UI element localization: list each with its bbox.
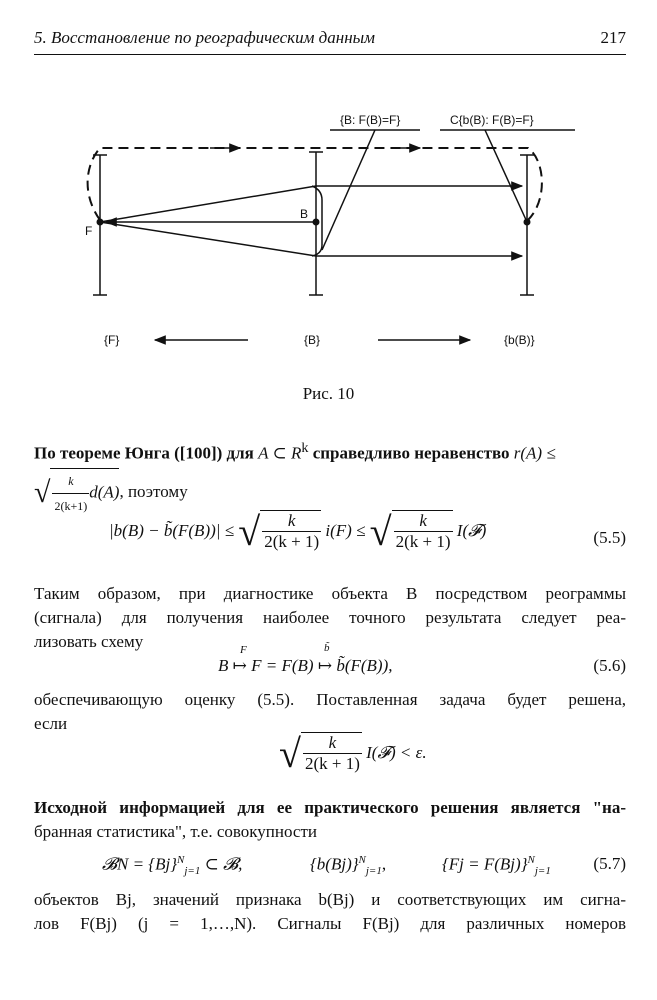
eq56-arrow-label-2: b̃ xyxy=(324,642,330,654)
label-B: B xyxy=(300,207,309,221)
eq56-arrow-label-1: F xyxy=(240,644,247,656)
p1-text-a: По теореме Юнга ([100]) для xyxy=(34,443,259,463)
label-F: F xyxy=(85,224,93,238)
running-header xyxy=(34,28,626,52)
paragraph-4: Исходной информацией для ее практического решения является "на- бранная статистика", т.е. совокупности xyxy=(34,798,626,841)
eq-number-5-5: (5.5) xyxy=(593,528,626,547)
page-number: 217 xyxy=(600,28,626,47)
header-rule xyxy=(34,54,626,55)
equation-5-6: B ↦ F = F(B) ↦ b̃(F(B)), F b̃ (5.6) xyxy=(218,642,626,675)
equation-condition: √ $\frac{k}{2(k + 1)}$ I(𝓕) < ε. xyxy=(279,730,427,776)
equation-5-7: 𝓑N = $\{Bj\}^N_{j=1}$ ⊂ 𝓑, $\{b(Bj)\}^N_{j=1}$, {Fj = F(Bj)}$^N_{j=1}$ (5.7) xyxy=(102,854,626,878)
label-C-set: C{b(B): F(B)=F} xyxy=(450,113,534,127)
eq-number-5-7: (5.7) xyxy=(593,854,626,873)
figure-diagram xyxy=(0,100,657,370)
paragraph-5: объектов Bj, значений признака b(Bj) и соответствующих им сигна- лов F(Bj) (j = 1,…,N). Сигналы F(Bj) для различных номеров xyxy=(34,890,626,933)
paragraph-3: обеспечивающую оценку (5.5). Поставленная задача будет решена, если xyxy=(34,690,626,733)
label-B-set-bottom: {B} xyxy=(304,333,321,347)
p1-r: r(A) ≤ xyxy=(513,443,556,463)
p1-text-c: , поэтому xyxy=(119,481,188,501)
p1-text-b: справедливо неравенство xyxy=(308,443,514,463)
point-F xyxy=(97,219,104,226)
p1-math: A ⊂ R xyxy=(258,443,302,463)
label-bB-set: {b(B)} xyxy=(504,333,535,347)
equation-5-5: |b(B) − b̃(F(B))| ≤ √ $\frac{k}{2(k + 1)}$ i(F) ≤ √ $\frac{k}{2(k + 1)}$ I(𝓕) (5.5) xyxy=(109,508,626,554)
paragraph-1 xyxy=(34,436,626,518)
p1-sup: k xyxy=(301,440,309,456)
p1-sqrt: √ $\frac{k}{2(k+1)}$ d(A) xyxy=(34,468,119,518)
point-B xyxy=(313,219,320,226)
point-bB xyxy=(524,219,531,226)
chapter-title: 5. Восстановление по реографическим данным xyxy=(34,28,376,47)
label-F-set: {F} xyxy=(104,333,120,347)
eq-number-5-6: (5.6) xyxy=(593,656,626,675)
paragraph-2: Таким образом, при диагностике объекта B посредством реограммы (сигнала) для получения наиболее точного результата следует реа- лизовать схему xyxy=(34,584,626,651)
figure-caption: Рис. 10 xyxy=(302,384,355,403)
label-B-set: {B: F(B)=F} xyxy=(340,113,401,127)
